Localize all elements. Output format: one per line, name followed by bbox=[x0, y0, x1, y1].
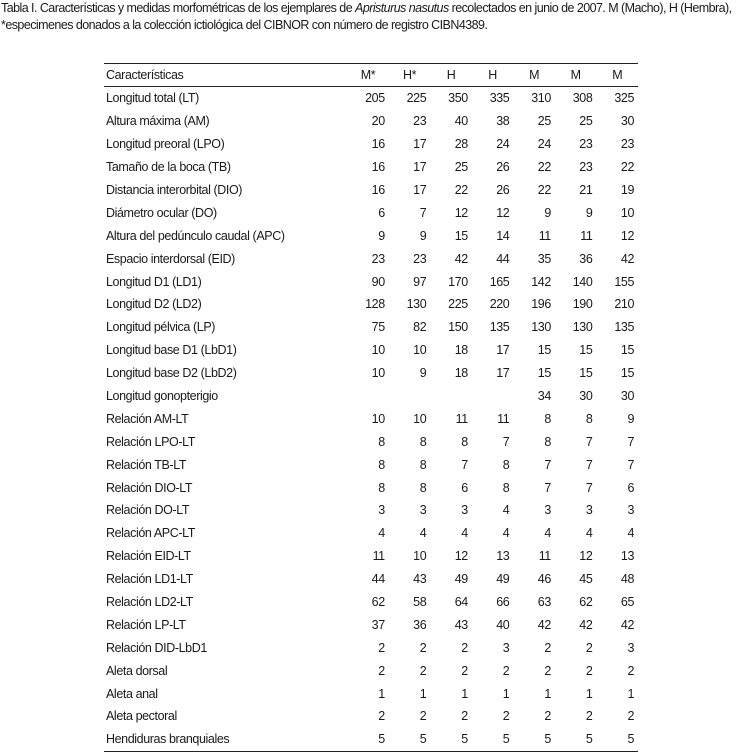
cell-value: 43 bbox=[413, 572, 427, 587]
cell-value: 36 bbox=[579, 251, 593, 266]
cell-value: 49 bbox=[496, 572, 510, 587]
cell-value: 8 bbox=[585, 411, 593, 426]
cell-value: 25 bbox=[537, 114, 551, 129]
cell-value: 62 bbox=[579, 595, 593, 610]
cell-value: 24 bbox=[537, 137, 551, 152]
cell-value: 8 bbox=[419, 457, 427, 472]
cell-value: 142 bbox=[531, 274, 551, 289]
cell-value: 310 bbox=[531, 91, 551, 106]
row-label: Altura del pedúnculo caudal (APC) bbox=[106, 228, 285, 243]
table-row bbox=[104, 522, 638, 545]
cell-value: 308 bbox=[572, 91, 593, 106]
cell-value: 6 bbox=[461, 480, 468, 495]
cell-value: 10 bbox=[371, 343, 385, 358]
cell-value: 1 bbox=[585, 686, 593, 701]
cell-value: 350 bbox=[448, 91, 468, 106]
cell-value: 42 bbox=[620, 617, 634, 632]
cell-value: 3 bbox=[544, 503, 551, 518]
cell-value: 135 bbox=[489, 320, 510, 335]
table-row bbox=[104, 430, 638, 453]
cell-value: 7 bbox=[544, 480, 551, 495]
column-header-specimen: H bbox=[446, 68, 456, 82]
row-label: Altura máxima (AM) bbox=[106, 114, 210, 129]
caption-species: Apristurus nasutus bbox=[355, 1, 449, 15]
cell-value: 9 bbox=[544, 205, 551, 220]
cell-value: 335 bbox=[489, 91, 510, 106]
row-label: Relación EID-LT bbox=[106, 549, 191, 564]
table-row bbox=[104, 499, 638, 522]
cell-value: 196 bbox=[531, 297, 551, 312]
cell-value: 45 bbox=[579, 572, 593, 587]
cell-value: 20 bbox=[371, 114, 385, 129]
cell-value: 24 bbox=[496, 137, 510, 152]
cell-value: 3 bbox=[502, 640, 510, 655]
row-label: Longitud pélvica (LP) bbox=[106, 320, 216, 335]
row-label: Relación LD2-LT bbox=[106, 595, 193, 610]
cell-value: 9 bbox=[378, 228, 385, 243]
cell-value: 3 bbox=[585, 503, 593, 518]
cell-value: 34 bbox=[537, 389, 551, 404]
column-header-specimen: H bbox=[488, 68, 497, 82]
row-label: Aleta pectoral bbox=[106, 709, 177, 724]
table-caption bbox=[1, 0, 740, 34]
cell-value: 22 bbox=[454, 183, 468, 197]
cell-value: 1 bbox=[419, 686, 427, 701]
row-label: Distancia interorbital (DIO) bbox=[106, 183, 243, 197]
cell-value: 28 bbox=[454, 137, 468, 152]
row-label: Longitud gonopterigio bbox=[106, 389, 218, 404]
cell-value: 25 bbox=[579, 114, 593, 129]
cell-value: 4 bbox=[502, 526, 510, 541]
row-label: Hendiduras branquiales bbox=[106, 732, 230, 747]
cell-value: 11 bbox=[580, 228, 593, 243]
table-row bbox=[104, 156, 638, 179]
cell-value: 1 bbox=[544, 686, 551, 701]
cell-value: 9 bbox=[627, 411, 634, 426]
cell-value bbox=[430, 385, 472, 408]
row-label: Aleta anal bbox=[106, 686, 158, 701]
cell-value: 140 bbox=[572, 274, 593, 289]
table-row bbox=[104, 591, 638, 614]
cell-value: 4 bbox=[378, 526, 385, 541]
cell-value: 18 bbox=[454, 366, 468, 381]
cell-value: 23 bbox=[413, 251, 427, 266]
cell-value: 5 bbox=[461, 732, 468, 747]
row-label: Longitud D1 (LD1) bbox=[106, 274, 202, 289]
table-row bbox=[104, 385, 638, 408]
cell-value: 19 bbox=[620, 183, 634, 197]
cell-value: 97 bbox=[413, 274, 427, 289]
cell-value: 14 bbox=[496, 228, 510, 243]
cell-value: 82 bbox=[413, 320, 427, 335]
cell-value: 46 bbox=[537, 572, 551, 587]
cell-value: 2 bbox=[502, 709, 510, 724]
cell-value: 12 bbox=[579, 549, 593, 564]
table-row bbox=[104, 293, 638, 316]
row-label: Longitud D2 (LD2) bbox=[106, 297, 202, 312]
cell-value: 22 bbox=[537, 160, 551, 175]
cell-value: 2 bbox=[461, 640, 468, 655]
cell-value: 2 bbox=[627, 663, 634, 678]
cell-value: 22 bbox=[620, 160, 634, 175]
cell-value: 30 bbox=[579, 389, 593, 404]
cell-value: 2 bbox=[627, 709, 634, 724]
cell-value: 7 bbox=[585, 457, 593, 472]
cell-value: 2 bbox=[378, 709, 385, 724]
cell-value: 170 bbox=[448, 274, 468, 289]
cell-value: 49 bbox=[454, 572, 468, 587]
cell-value: 8 bbox=[378, 480, 385, 495]
cell-value: 43 bbox=[454, 617, 468, 632]
cell-value: 23 bbox=[579, 160, 593, 175]
table-row bbox=[104, 568, 638, 591]
cell-value: 11 bbox=[372, 549, 385, 564]
cell-value: 1 bbox=[627, 686, 634, 701]
cell-value bbox=[347, 385, 389, 408]
row-label: Relación DID-LbD1 bbox=[106, 640, 207, 655]
cell-value: 63 bbox=[537, 595, 551, 610]
cell-value: 5 bbox=[419, 732, 427, 747]
column-header-specimen: M bbox=[570, 68, 581, 82]
cell-value: 5 bbox=[627, 732, 634, 747]
cell-value: 8 bbox=[544, 434, 551, 449]
cell-value: 135 bbox=[614, 320, 634, 335]
cell-value: 15 bbox=[537, 343, 551, 358]
cell-value: 2 bbox=[544, 663, 551, 678]
cell-value: 205 bbox=[365, 91, 385, 106]
cell-value: 64 bbox=[454, 595, 468, 610]
cell-value: 225 bbox=[406, 91, 427, 106]
cell-value: 128 bbox=[365, 297, 385, 312]
row-label: Tamaño de la boca (TB) bbox=[106, 160, 231, 175]
table-row bbox=[104, 339, 638, 362]
cell-value: 10 bbox=[371, 366, 385, 381]
cell-value: 2 bbox=[378, 663, 385, 678]
column-header-specimen: M bbox=[612, 68, 623, 82]
cell-value: 3 bbox=[627, 503, 634, 518]
cell-value: 35 bbox=[537, 251, 551, 266]
cell-value: 16 bbox=[371, 137, 385, 152]
cell-value: 165 bbox=[489, 274, 510, 289]
row-label: Espacio interdorsal (EID) bbox=[106, 251, 235, 266]
cell-value: 38 bbox=[496, 114, 510, 129]
cell-value: 5 bbox=[585, 732, 593, 747]
cell-value: 12 bbox=[454, 205, 468, 220]
cell-value: 8 bbox=[378, 457, 385, 472]
cell-value: 2 bbox=[585, 709, 593, 724]
cell-value bbox=[472, 385, 514, 408]
row-label: Relación DIO-LT bbox=[106, 480, 193, 495]
table-row bbox=[104, 682, 638, 705]
cell-value: 17 bbox=[496, 366, 510, 381]
table-row bbox=[104, 316, 638, 339]
table-row bbox=[104, 545, 638, 568]
cell-value: 3 bbox=[461, 503, 468, 518]
cell-value: 8 bbox=[419, 480, 427, 495]
row-label: Longitud base D1 (LbD1) bbox=[106, 343, 237, 358]
morphometric-table bbox=[104, 63, 638, 752]
cell-value: 62 bbox=[371, 595, 385, 610]
cell-value: 7 bbox=[502, 434, 510, 449]
cell-value: 7 bbox=[627, 457, 634, 472]
cell-value: 15 bbox=[620, 366, 634, 381]
cell-value: 44 bbox=[496, 251, 510, 266]
cell-value: 2 bbox=[419, 640, 427, 655]
table-row bbox=[104, 133, 638, 156]
cell-value: 2 bbox=[378, 640, 385, 655]
cell-value: 3 bbox=[627, 640, 634, 655]
cell-value: 58 bbox=[413, 595, 427, 610]
cell-value: 18 bbox=[454, 343, 468, 358]
table-row bbox=[104, 270, 638, 293]
cell-value: 15 bbox=[579, 343, 593, 358]
cell-value: 10 bbox=[413, 343, 427, 358]
cell-value: 4 bbox=[461, 526, 468, 541]
cell-value: 7 bbox=[419, 205, 427, 220]
cell-value: 3 bbox=[419, 503, 427, 518]
cell-value: 220 bbox=[489, 297, 510, 312]
cell-value: 75 bbox=[371, 320, 385, 335]
table-row bbox=[104, 201, 638, 224]
row-label: Longitud base D2 (LbD2) bbox=[106, 366, 237, 381]
table-row bbox=[104, 224, 638, 247]
cell-value: 3 bbox=[378, 503, 385, 518]
cell-value: 42 bbox=[537, 617, 551, 632]
cell-value: 8 bbox=[378, 434, 385, 449]
cell-value: 225 bbox=[448, 297, 468, 312]
cell-value: 10 bbox=[620, 205, 634, 220]
cell-value: 2 bbox=[544, 640, 551, 655]
cell-value: 7 bbox=[627, 434, 634, 449]
cell-value: 6 bbox=[627, 480, 634, 495]
cell-value: 4 bbox=[502, 503, 510, 518]
cell-value: 4 bbox=[627, 526, 634, 541]
cell-value: 2 bbox=[419, 663, 427, 678]
cell-value: 23 bbox=[579, 137, 593, 152]
cell-value: 13 bbox=[620, 549, 634, 564]
table-row bbox=[104, 705, 638, 728]
cell-value: 325 bbox=[614, 91, 634, 106]
cell-value: 11 bbox=[497, 411, 510, 426]
table-row bbox=[104, 362, 638, 385]
cell-value: 26 bbox=[496, 160, 510, 175]
cell-value: 5 bbox=[544, 732, 551, 747]
cell-value: 15 bbox=[579, 366, 593, 381]
table-row bbox=[104, 87, 638, 110]
row-label: Longitud preoral (LPO) bbox=[106, 137, 225, 152]
cell-value: 8 bbox=[461, 434, 468, 449]
table-row bbox=[104, 247, 638, 270]
cell-value: 22 bbox=[537, 183, 551, 197]
cell-value: 44 bbox=[371, 572, 385, 587]
cell-value: 25 bbox=[454, 160, 468, 175]
cell-value bbox=[389, 385, 431, 408]
cell-value: 8 bbox=[544, 411, 551, 426]
row-label: Longitud total (LT) bbox=[106, 91, 199, 106]
cell-value: 16 bbox=[371, 160, 385, 175]
cell-value: 190 bbox=[572, 297, 593, 312]
cell-value: 30 bbox=[620, 389, 634, 404]
cell-value: 8 bbox=[502, 457, 510, 472]
cell-value: 10 bbox=[413, 549, 427, 564]
cell-value: 4 bbox=[419, 526, 427, 541]
table-row bbox=[104, 179, 638, 202]
cell-value: 21 bbox=[579, 183, 593, 197]
cell-value: 23 bbox=[620, 137, 634, 152]
column-header-specimen: M bbox=[529, 68, 540, 82]
cell-value: 23 bbox=[413, 114, 427, 129]
cell-value: 4 bbox=[585, 526, 593, 541]
cell-value: 2 bbox=[585, 663, 593, 678]
cell-value: 17 bbox=[413, 183, 427, 197]
row-label: Relación APC-LT bbox=[106, 526, 195, 541]
cell-value: 2 bbox=[585, 640, 593, 655]
cell-value: 13 bbox=[496, 549, 510, 564]
cell-value: 26 bbox=[496, 183, 510, 197]
column-header-specimen: M* bbox=[360, 68, 376, 82]
cell-value: 10 bbox=[371, 411, 385, 426]
cell-value: 17 bbox=[413, 137, 427, 152]
cell-value: 130 bbox=[406, 297, 427, 312]
cell-value: 6 bbox=[378, 205, 385, 220]
cell-value: 2 bbox=[502, 663, 510, 678]
cell-value: 23 bbox=[371, 251, 385, 266]
cell-value: 210 bbox=[614, 297, 634, 312]
cell-value: 30 bbox=[620, 114, 634, 129]
cell-value: 1 bbox=[502, 686, 510, 701]
cell-value: 12 bbox=[620, 228, 634, 243]
cell-value: 17 bbox=[413, 160, 427, 175]
cell-value: 2 bbox=[461, 709, 468, 724]
column-header-specimen: H* bbox=[402, 68, 417, 82]
table-row bbox=[104, 613, 638, 636]
caption-prefix: Tabla I. Características y medidas morfométricas de los ejemplares de bbox=[1, 1, 356, 15]
cell-value: 7 bbox=[585, 480, 593, 495]
table-row bbox=[104, 636, 638, 659]
row-label: Relación LP-LT bbox=[106, 617, 186, 632]
cell-value: 5 bbox=[502, 732, 510, 747]
cell-value: 2 bbox=[419, 709, 427, 724]
table-row bbox=[104, 728, 638, 751]
cell-value: 15 bbox=[620, 343, 634, 358]
table-header-row bbox=[104, 64, 638, 87]
row-label: Relación TB-LT bbox=[106, 457, 187, 472]
cell-value: 12 bbox=[496, 205, 510, 220]
cell-value: 11 bbox=[538, 228, 551, 243]
table-row bbox=[104, 476, 638, 499]
cell-value: 11 bbox=[455, 411, 468, 426]
row-label: Relación LPO-LT bbox=[106, 434, 195, 449]
cell-value: 42 bbox=[620, 251, 634, 266]
cell-value: 155 bbox=[614, 274, 634, 289]
cell-value: 2 bbox=[544, 709, 551, 724]
cell-value: 8 bbox=[502, 480, 510, 495]
cell-value: 17 bbox=[496, 343, 510, 358]
cell-value: 42 bbox=[579, 617, 593, 632]
row-label: Relación AM-LT bbox=[106, 411, 189, 426]
cell-value: 40 bbox=[496, 617, 510, 632]
cell-value: 9 bbox=[419, 228, 427, 243]
cell-value: 42 bbox=[454, 251, 468, 266]
cell-value: 1 bbox=[378, 686, 385, 701]
caption-suffix: recolectados en junio de 2007. M (Macho), H (Hembra), *especimenes donados a la colección ictiológica del CIBNOR con número de registro CIBN4389. bbox=[1, 1, 732, 32]
cell-value: 90 bbox=[371, 274, 385, 289]
table-row bbox=[104, 407, 638, 430]
cell-value: 37 bbox=[371, 617, 385, 632]
cell-value: 9 bbox=[419, 366, 427, 381]
cell-value: 15 bbox=[537, 366, 551, 381]
cell-value: 9 bbox=[585, 205, 593, 220]
cell-value: 150 bbox=[448, 320, 468, 335]
row-label: Aleta dorsal bbox=[106, 663, 168, 678]
row-label: Relación LD1-LT bbox=[106, 572, 193, 587]
row-label: Relación DO-LT bbox=[106, 503, 190, 518]
cell-value: 8 bbox=[419, 434, 427, 449]
cell-value: 12 bbox=[454, 549, 468, 564]
cell-value: 7 bbox=[461, 457, 468, 472]
cell-value: 5 bbox=[378, 732, 385, 747]
cell-value: 7 bbox=[585, 434, 593, 449]
cell-value: 1 bbox=[461, 686, 468, 701]
cell-value: 7 bbox=[544, 457, 551, 472]
cell-value: 15 bbox=[454, 228, 468, 243]
table-row bbox=[104, 453, 638, 476]
cell-value: 36 bbox=[413, 617, 427, 632]
table-row bbox=[104, 110, 638, 133]
cell-value: 4 bbox=[544, 526, 551, 541]
cell-value: 10 bbox=[413, 411, 427, 426]
cell-value: 130 bbox=[531, 320, 551, 335]
cell-value: 65 bbox=[620, 595, 634, 610]
column-header-characteristics: Características bbox=[106, 68, 184, 82]
cell-value: 66 bbox=[496, 595, 510, 610]
table-row bbox=[104, 659, 638, 682]
cell-value: 130 bbox=[572, 320, 593, 335]
cell-value: 16 bbox=[371, 183, 385, 197]
row-label: Diámetro ocular (DO) bbox=[106, 205, 217, 220]
cell-value: 40 bbox=[454, 114, 468, 129]
cell-value: 11 bbox=[538, 549, 551, 564]
cell-value: 2 bbox=[461, 663, 468, 678]
cell-value: 48 bbox=[620, 572, 634, 587]
